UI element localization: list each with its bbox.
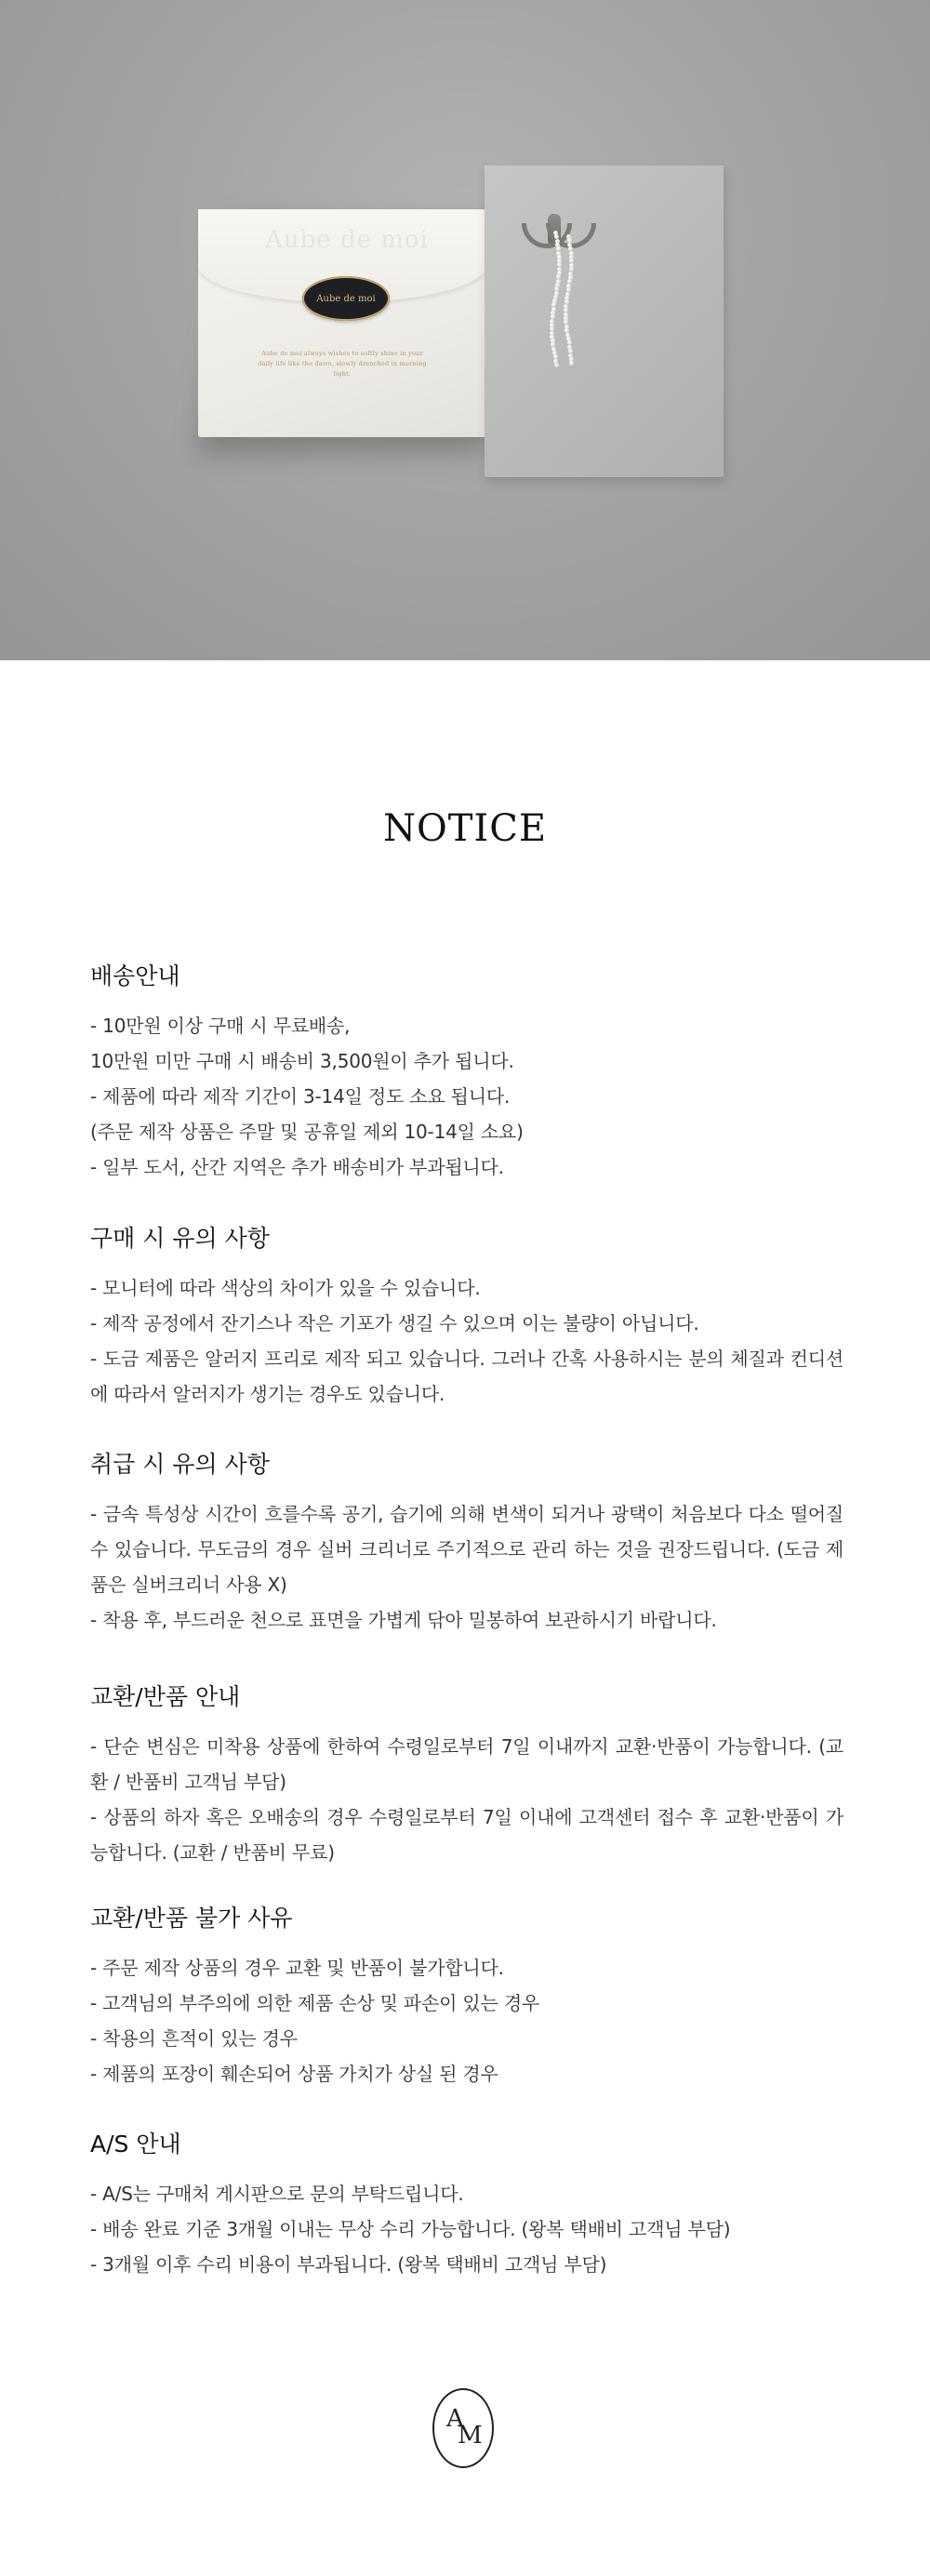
section-title: 구매 시 유의 사항 — [90, 1225, 270, 1252]
section-line: - 10만원 이상 구매 시 무료배송, — [90, 1015, 351, 1037]
box-emboss-logo: Aube de moi — [265, 226, 429, 254]
hero-product-photo — [0, 0, 930, 660]
section-title: 배송안내 — [90, 963, 180, 989]
section-line: - 3개월 이후 수리 비용이 부과됩니다. (왕복 택배비 고객님 부담) — [90, 2253, 607, 2276]
section-line: - 고객님의 부주의에 의한 제품 손상 및 파손이 있는 경우 — [90, 1992, 540, 2014]
section-purchase-notes — [90, 1220, 844, 1412]
section-title: 취급 시 유의 사항 — [90, 1451, 270, 1478]
section-line: - 제품의 포장이 훼손되어 상품 가치가 상실 된 경우 — [90, 2063, 498, 2085]
brand-logo-icon — [432, 2388, 494, 2468]
section-shipping — [90, 958, 844, 1185]
section-title: 교환/반품 안내 — [90, 1683, 241, 1710]
section-line: - 모니터에 따라 색상의 차이가 있을 수 있습니다. — [90, 1277, 481, 1299]
pearl-bead — [569, 361, 574, 365]
section-exchange-return — [90, 1679, 844, 1870]
section-line: - 제작 공정에서 잔기스나 작은 기포가 생길 수 있으며 이는 불량이 아닙니다. — [90, 1312, 699, 1334]
section-line: (주문 제작 상품은 주말 및 공휴일 제외 10-14일 소요) — [90, 1121, 524, 1143]
gift-box — [198, 209, 486, 437]
box-printed-text: Aube de moi always wishes to softly shine in your daily life like the dawn, slowly drenched in morning light. — [258, 350, 427, 378]
section-line: - A/S는 구매처 게시판으로 문의 부탁드립니다. — [90, 2183, 464, 2205]
section-line: - 배송 완료 기준 3개월 이내는 무상 수리 가능합니다. (왕복 택배비 고객님 부담) — [90, 2218, 731, 2240]
section-line: - 제품에 따라 제작 기간이 3-14일 정도 소요 됩니다. — [90, 1085, 511, 1108]
logo-letter-m: M — [458, 2422, 483, 2450]
section-title: A/S 안내 — [90, 2131, 181, 2158]
section-line: 10만원 미만 구매 시 배송비 3,500원이 추가 됩니다. — [90, 1050, 514, 1072]
section-no-return-reasons — [90, 1900, 844, 2091]
section-line: - 상품의 하자 혹은 오배송의 경우 수령일로부터 7일 이내에 고객센터 접수 후 교환·반품이 가능합니다. (교환 / 반품비 무료) — [90, 1806, 844, 1864]
section-line: - 착용의 흔적이 있는 경우 — [90, 2027, 298, 2050]
section-line: - 주문 제작 상품의 경우 교환 및 반품이 불가합니다. — [90, 1957, 504, 1979]
section-line: - 금속 특성상 시간이 흐를수록 공기, 습기에 의해 변색이 되거나 광택이 처음보다 다소 떨어질 수 있습니다. 무도금의 경우 실버 크리너로 주기적으로 관리 하는 것을 권장드립니다. (도금 제품은 실버크리너 사용 X) — [90, 1503, 844, 1596]
section-line: - 착용 후, 부드러운 천으로 표면을 가볍게 닦아 밀봉하여 보관하시기 바랍니다. — [90, 1609, 717, 1631]
section-line: - 일부 도서, 산간 지역은 추가 배송비가 부과됩니다. — [90, 1156, 504, 1178]
pearl-bead — [554, 363, 559, 367]
notice-title: NOTICE — [382, 807, 548, 850]
logo-letter-a: A — [446, 2405, 464, 2433]
section-handling-notes — [90, 1446, 844, 1638]
box-seal-sticker: Aube de moi — [302, 276, 390, 321]
section-line: - 도금 제품은 알러지 프리로 제작 되고 있습니다. 그러나 간혹 사용하시는 분의 체질과 컨디션에 따라서 알러지가 생기는 경우도 있습니다. — [90, 1348, 844, 1405]
section-line: - 단순 변심은 미착용 상품에 한하여 수령일로부터 7일 이내까지 교환·반품이 가능합니다. (교환 / 반품비 고객님 부담) — [90, 1735, 844, 1793]
section-as-info — [90, 2126, 844, 2282]
section-title: 교환/반품 불가 사유 — [90, 1905, 293, 1932]
book-with-hook-photo — [485, 166, 724, 477]
